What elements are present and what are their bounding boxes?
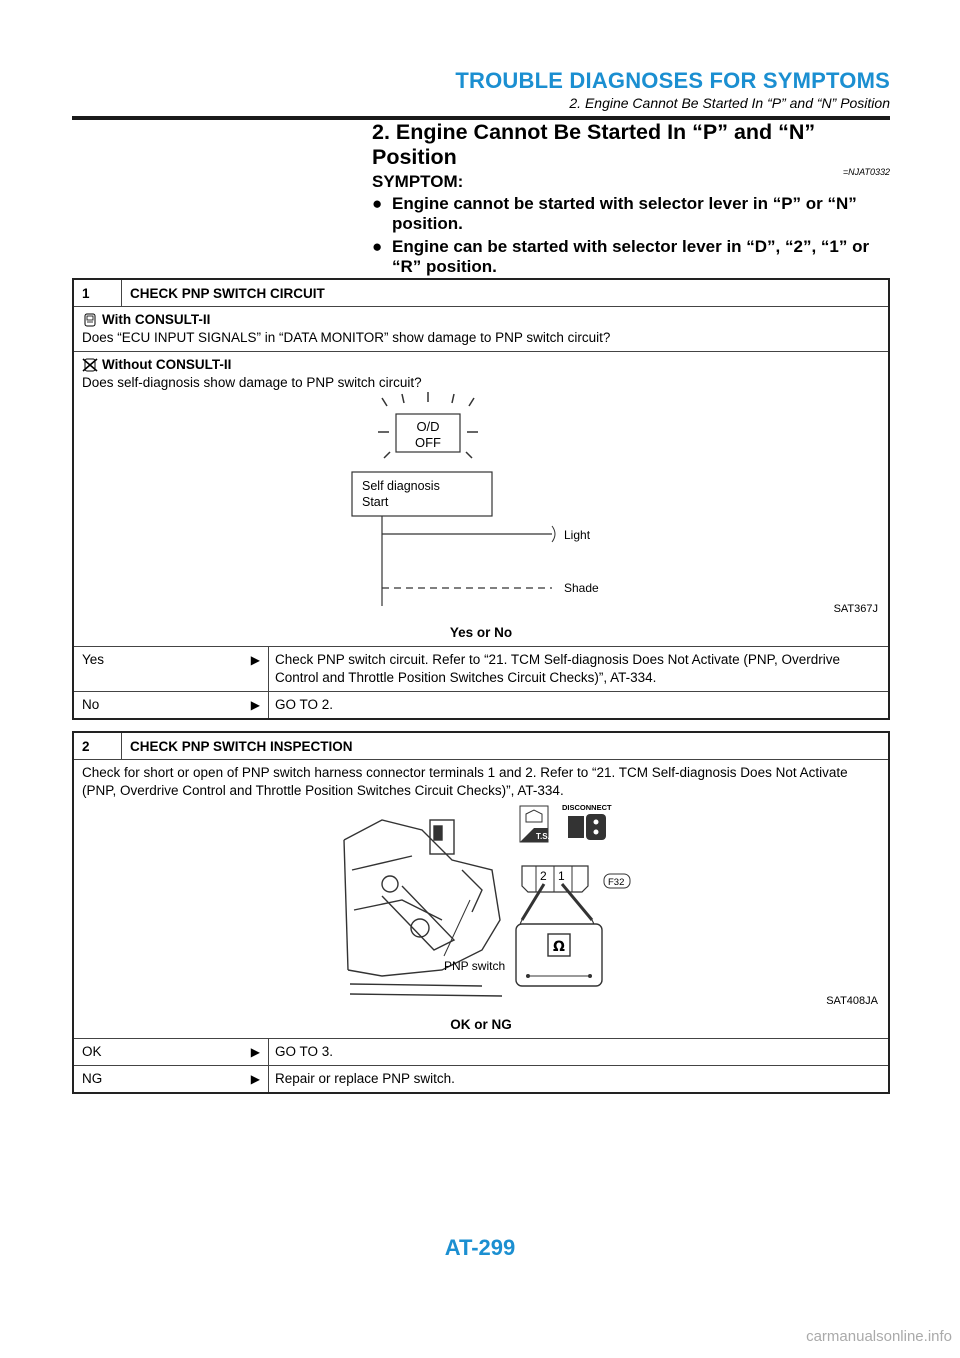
question-label: OK or NG — [450, 1017, 512, 1032]
pin-1-label: 1 — [558, 869, 565, 883]
step-2-box — [72, 731, 890, 1094]
without-consult-label — [82, 356, 880, 374]
pnp-switch-label: PNP switch — [444, 959, 506, 973]
answer-row-yes — [74, 647, 888, 692]
with-consult-question: Does “ECU INPUT SIGNALS” in “DATA MONITOR” show damage to PNP switch circuit? — [82, 330, 611, 345]
answer-row-no — [74, 692, 888, 718]
step-title: CHECK PNP SWITCH CIRCUIT — [130, 285, 325, 301]
no-consult-icon — [82, 358, 98, 372]
harness-connector — [522, 866, 588, 892]
step-number: 1 — [74, 280, 122, 306]
step-1-box — [72, 278, 890, 720]
symptom-list — [372, 194, 890, 280]
symptom-item — [372, 194, 890, 234]
without-consult-cell — [74, 352, 888, 647]
pin-2-label: 2 — [540, 869, 547, 883]
step-1-header — [74, 280, 888, 307]
answer-key — [74, 692, 269, 718]
inspection-cell — [74, 760, 888, 1039]
connector-disconnect-icon — [568, 814, 606, 840]
answer-key — [74, 1039, 269, 1065]
figure-code: SAT367J — [833, 603, 878, 615]
pnp-switch-figure — [82, 800, 880, 1012]
disconnect-label: DISCONNECT — [562, 803, 612, 812]
self-diagnosis-figure — [82, 392, 880, 620]
symptom-text: Engine cannot be started with selector lever in “P” or “N” position. — [392, 194, 857, 233]
header-title: TROUBLE DIAGNOSES FOR SYMPTOMS — [455, 68, 890, 93]
bullet-marker: ● — [372, 194, 383, 213]
arrow-icon: ▶ — [250, 1045, 260, 1059]
without-consult-question: Does self-diagnosis show damage to PNP switch circuit? — [82, 375, 422, 390]
connector-id-label: F32 — [608, 877, 625, 888]
pnp-pointer-line — [444, 900, 470, 956]
step-number: 2 — [74, 733, 122, 759]
answer-key — [74, 1066, 269, 1092]
answer-row-ng — [74, 1066, 888, 1092]
arrow-icon: ▶ — [250, 698, 260, 712]
light-label: Light — [564, 528, 591, 542]
lamp-text-od: O/D — [416, 419, 440, 434]
pnp-switch-diagram — [82, 800, 882, 1012]
answer-key-text: Yes — [82, 652, 105, 667]
watermark: carmanualsonline.info — [806, 1328, 952, 1345]
with-consult-cell — [74, 307, 888, 352]
ohm-symbol: Ω — [553, 939, 565, 955]
step-title: CHECK PNP SWITCH INSPECTION — [130, 738, 353, 754]
inspection-text: Check for short or open of PNP switch harness connector terminals 1 and 2. Refer to “21. TCM Self-diagnosis Does Not Activate (PNP, Overdrive Control and Throttle Position Switches Circuit Checks)”, AT-334. — [82, 765, 848, 798]
answer-key-text: OK — [82, 1044, 102, 1059]
answer-action: Check PNP switch circuit. Refer to “21. TCM Self-diagnosis Does Not Activate (PNP, Overdrive Control and Throttle Position Switches Circuit Checks)”, AT-334. — [275, 652, 840, 685]
consult-tool-icon — [82, 313, 98, 327]
box-text-self-diagnosis: Self diagnosis — [362, 479, 440, 493]
shade-label: Shade — [564, 581, 599, 595]
section-title: 2. Engine Cannot Be Started In “P” and “N” Position — [372, 120, 816, 169]
section-id: =NJAT0332 — [842, 167, 890, 177]
box-text-start: Start — [362, 495, 389, 509]
bullet-marker: ● — [372, 237, 383, 256]
symptom-text: Engine can be started with selector lever in “D”, “2”, “1” or “R” position. — [392, 237, 870, 276]
lamp-text-off: OFF — [415, 435, 441, 450]
answer-key-text: NG — [82, 1071, 103, 1086]
with-consult-label — [82, 311, 880, 329]
answer-key-text: No — [82, 697, 100, 712]
question-label: Yes or No — [449, 625, 513, 640]
step-2-header — [74, 733, 888, 760]
ts-text: T.S. — [536, 832, 550, 841]
light-curve — [552, 526, 555, 542]
symptom-item — [372, 237, 890, 277]
without-consult-text: Without CONSULT-II — [102, 357, 232, 372]
arrow-icon: ▶ — [250, 653, 260, 667]
page-number: AT-299 — [444, 1235, 516, 1260]
arrow-icon: ▶ — [250, 1072, 260, 1086]
with-consult-text: With CONSULT-II — [102, 312, 211, 327]
answer-row-ok — [74, 1039, 888, 1066]
answer-action: Repair or replace PNP switch. — [275, 1071, 455, 1086]
figure-code: SAT408JA — [826, 995, 878, 1007]
answer-key — [74, 647, 269, 691]
answer-action: GO TO 3. — [275, 1044, 334, 1059]
symptom-label: SYMPTOM: — [372, 172, 464, 191]
self-diagnosis-diagram — [82, 392, 882, 620]
answer-action: GO TO 2. — [275, 697, 334, 712]
header-subtitle: 2. Engine Cannot Be Started In “P” and “N” Position — [569, 95, 890, 111]
